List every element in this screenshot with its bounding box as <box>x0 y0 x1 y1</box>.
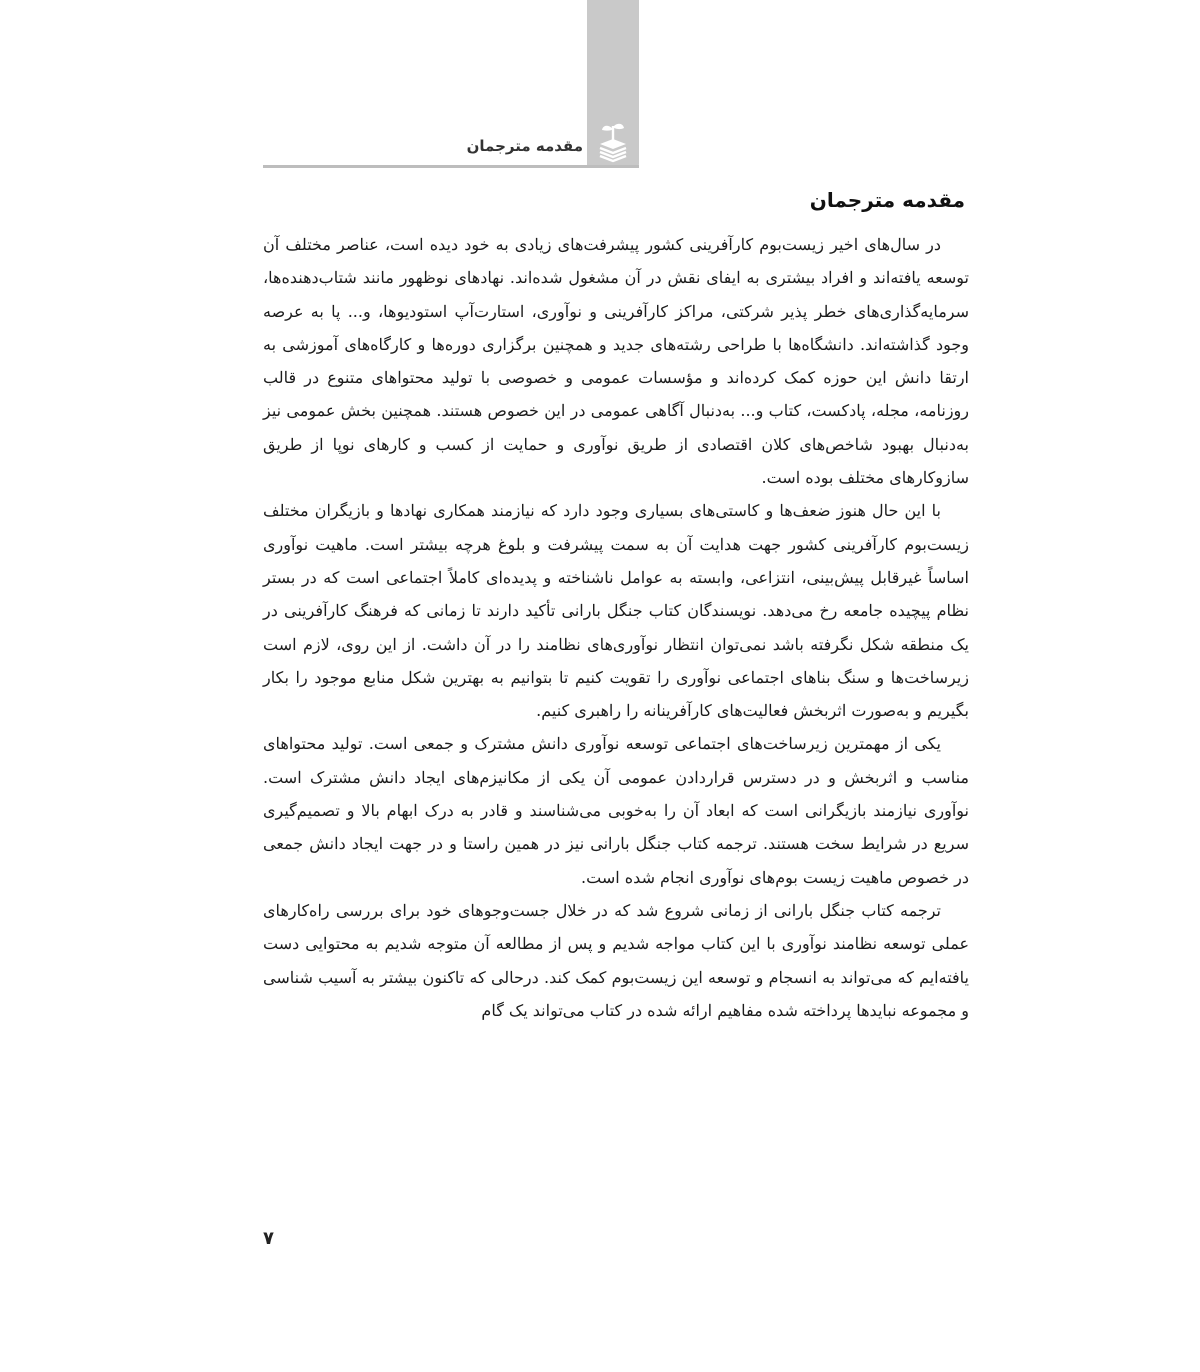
running-title: مقدمه مترجمان <box>466 137 583 155</box>
page-number: ۷ <box>263 1228 274 1249</box>
paragraph: یکی از مهمترین زیرساخت‌های اجتماعی توسعه نوآوری دانش مشترک و جمعی است. تولید محتواهای مناسب و اثربخش و در دسترس قراردادن عمومی آن یکی از مکانیزم‌های ایجاد دانش مشترک است. نوآوری نیازمند بازیگرانی است که ابعاد آن را به‌خوبی می‌شناسند و قادر به درک ابهام بالا و تصمیم‌گیری سریع در شرایط سخت هستند. ترجمه کتاب جنگل بارانی نیز در همین راستا و در جهت ایجاد دانش جمعی در خصوص ماهیت زیست بوم‌های نوآوری انجام شده است. <box>263 734 969 887</box>
header-tab <box>587 0 639 168</box>
chapter-heading: مقدمه مترجمان <box>809 188 965 212</box>
paragraph: با این حال هنوز ضعف‌ها و کاستی‌های بسیاری وجود دارد که نیازمند همکاری نهادها و بازیگران مختلف زیست‌بوم کارآفرینی کشور جهت هدایت آن به سمت پیشرفت و بلوغ هرچه بیشتر است. ماهیت نوآوری اساساً غیرقابل پیش‌بینی، انتزاعی، وابسته به عوامل ناشناخته و پدیده‌ای کاملاً اجتماعی است که در بستر نظام پیچیده جامعه رخ می‌دهد. نویسندگان کتاب جنگل بارانی تأکید دارند تا زمانی که فرهنگ کارآفرینی در یک منطقه شکل نگرفته باشد نمی‌توان انتظار نوآوری‌های نظامند را در آن داشت. از این روی، لازم است زیرساخت‌ها و سنگ بناهای اجتماعی نوآوری را تقویت کنیم تا بتوانیم به بهترین شکل منابع موجود را بکار بگیریم و به‌صورت اثربخش فعالیت‌های کارآفرینانه را راهبری کنیم. <box>263 501 970 721</box>
paragraph: ترجمه کتاب جنگل بارانی از زمانی شروع شد که در خلال جست‌وجوهای خود برای بررسی راه‌کارهای عملی توسعه نظامند نوآوری با این کتاب مواجه شدیم و پس از مطالعه آن متوجه شدیم به محتوایی دست یافته‌ایم که می‌تواند به انسجام و توسعه این زیست‌بوم کمک کند. درحالی که تاکنون بیشتر به آسیب شناسی و مجموعه نبایدها پرداخته شده مفاهیم ارائه شده در کتاب می‌تواند یک گام <box>263 900 969 1020</box>
paragraph: در سال‌های اخیر زیست‌بوم کارآفرینی کشور پیشرفت‌های زیادی به خود دیده است، عناصر مختلف آن توسعه یافته‌اند و افراد بیشتری به ایفای نقش در آن مشغول شده‌اند. نهادهای نوظهور مانند شتاب‌دهنده‌ها، سرمایه‌گذاری‌های خطر پذیر شرکتی، مراکز کارآفرینی و نوآوری، استارت‌آپ استودیوها، و... پا به عرصه وجود گذاشته‌اند. دانشگاه‌ها با طراحی رشته‌های جدید و همچنین برگزاری دوره‌ها و کارگاه‌های آموزشی به ارتقا دانش این حوزه کمک کرده‌اند و مؤسسات عمومی و خصوصی با تولید محتواهای متنوع در قالب روزنامه، مجله، پادکست، کتاب و... به‌دنبال آگاهی عمومی در این خصوص هستند. همچنین بخش عمومی نیز به‌دنبال بهبود شاخص‌های کلان اقتصادی از طریق نوآوری و حمایت از کسب و کارهای نوپا از طریق سازوکارهای مختلف بوده است. <box>263 235 970 488</box>
header-divider <box>263 165 639 168</box>
body-text <box>263 228 969 1027</box>
book-stack-sprout-icon <box>594 120 632 164</box>
header-tab-icon-holder <box>587 116 639 168</box>
